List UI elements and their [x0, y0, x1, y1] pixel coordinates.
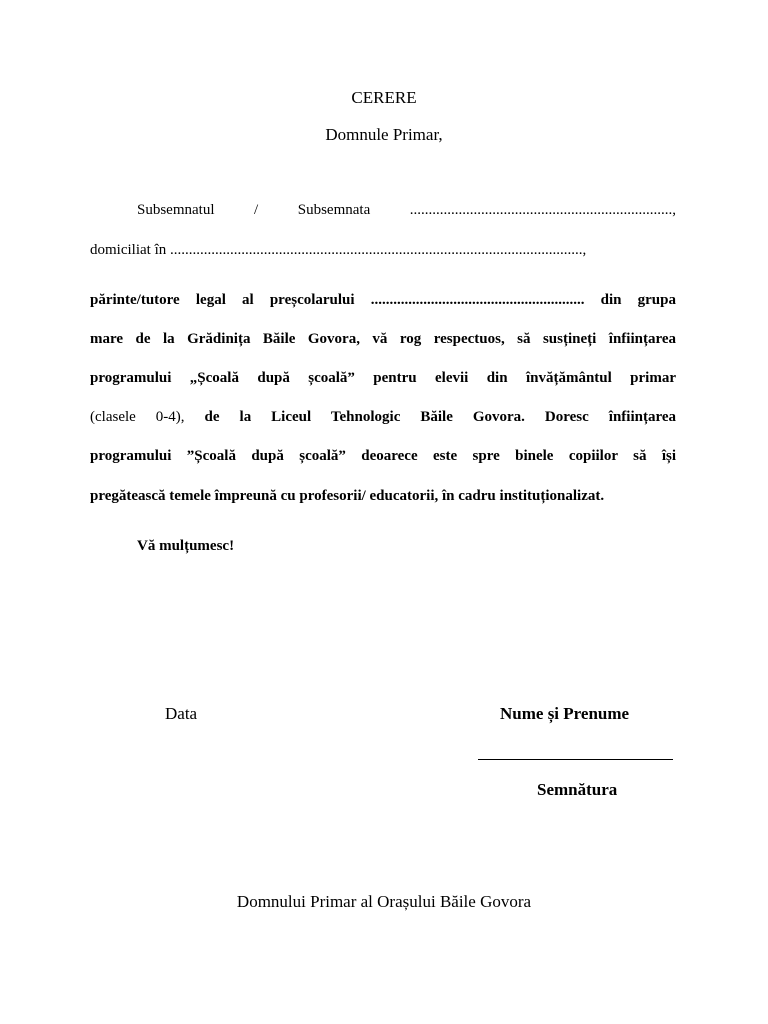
thanks-text: Vă mulțumesc!	[137, 538, 235, 554]
signature-label: Semnătura	[537, 780, 618, 799]
signature-line	[478, 759, 673, 760]
request-line-1: mare de la Grădinița Băile Govora, vă rog respectuos, să susțineți înființarea	[90, 331, 676, 347]
subsemnatul-label: Subsemnatul	[137, 202, 215, 218]
date-label: Data	[165, 704, 198, 723]
program-description: „Școală după școală” pentru elevii din învățământul primar	[189, 370, 676, 386]
request-line-4: programului ”Școală după școală” deoarece este spre binele copiilor să își	[90, 448, 676, 464]
slash-separator: /	[254, 202, 259, 218]
request-line-2	[90, 368, 676, 388]
name-label: Nume și Prenume	[500, 704, 630, 723]
name-fill-dots: ......................................................................,	[409, 202, 677, 218]
document-title: CERERE	[351, 88, 417, 107]
salutation: Domnule Primar,	[325, 125, 443, 144]
programului-word: programului	[90, 370, 172, 386]
request-line-3	[90, 407, 676, 427]
school-name-text: de la Liceul Tehnologic Băile Govora. Doresc înființarea	[204, 409, 676, 425]
subsemnata-label: Subsemnata	[297, 202, 371, 218]
domicile-line: domiciliat în ..............................................................................................................,	[90, 242, 587, 258]
parent-line: părinte/tutore legal al preșcolarului ......................................................... din grupa	[90, 292, 676, 308]
addressee-footer: Domnului Primar al Orașului Băile Govora	[236, 892, 532, 911]
request-line-5: pregătească temele împreună cu profesorii/ educatorii, în cadru instituționalizat.	[90, 488, 605, 504]
applicant-name-line	[137, 200, 676, 220]
classes-range: (clasele 0-4),	[90, 409, 185, 425]
